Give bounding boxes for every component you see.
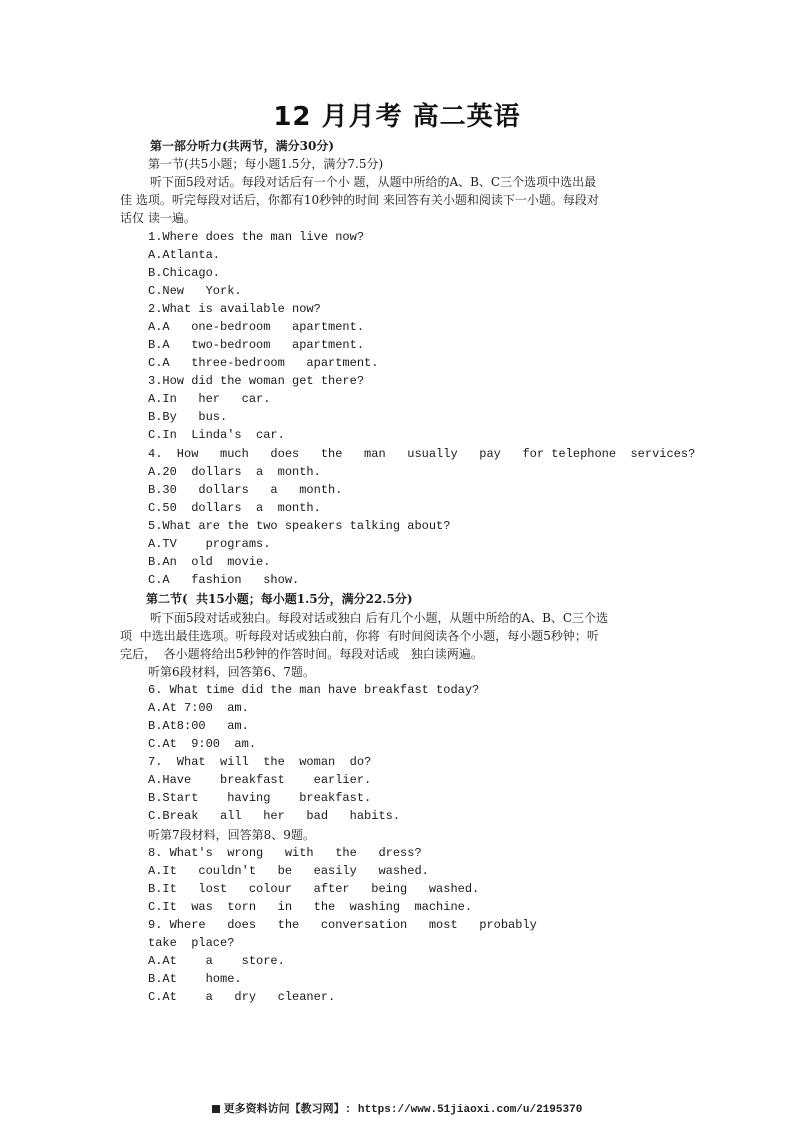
section2-instruction-line1: 听下面5段对话或独白。每段对话或独白 后有几个小题，从题中所给的A、B、C三个选 (150, 611, 609, 625)
material-6-note: 听第6段材料，回答第6、7题。 (148, 665, 315, 679)
option-1b: B.Chicago. (148, 266, 221, 280)
option-2a: A.A one-bedroom apartment. (148, 320, 365, 334)
option-9c: C.At a dry cleaner. (148, 990, 336, 1004)
option-5a: A.TV programs. (148, 537, 271, 551)
option-7a: A.Have breakfast earlier. (148, 773, 372, 787)
material-7-note: 听第7段材料，回答第8、9题。 (148, 828, 315, 842)
option-1c: C.New York. (148, 284, 242, 298)
part1-heading: 第一部分听力(共两节，满分30分) (150, 139, 335, 153)
question-5: 5.What are the two speakers talking about? (148, 519, 451, 533)
page-title: 12 月月考 高二英语 (273, 102, 521, 132)
section1-instruction-line2: 佳 选项。听完每段对话后，你都有10秒钟的时间 来回答有关小题和阅读下一小题。每段对 (120, 193, 599, 207)
option-6c: C.At 9:00 am. (148, 737, 257, 751)
option-6a: A.At 7:00 am. (148, 701, 249, 715)
option-6b: B.At8:00 am. (148, 719, 249, 733)
option-8a: A.It couldn't be easily washed. (148, 864, 429, 878)
section2-instruction-line3: 完后， 各小题将给出5秒钟的作答时间。每段对话或 独白读两遍。 (120, 647, 483, 661)
question-7: 7. What will the woman do? (148, 755, 372, 769)
question-4: 4. How much does the man usually pay for telephone services? (148, 447, 696, 461)
section1-instruction-line1: 听下面5段对话。每段对话后有一个小 题，从题中所给的A、B、C三个选项中选出最 (150, 175, 597, 189)
question-3: 3.How did the woman get there? (148, 374, 365, 388)
option-9a: A.At a store. (148, 954, 285, 968)
option-4c: C.50 dollars a month. (148, 501, 321, 515)
option-2c: C.A three-bedroom apartment. (148, 356, 379, 370)
option-8b: B.It lost colour after being washed. (148, 882, 480, 896)
question-9-continued: take place? (148, 936, 235, 950)
question-1: 1.Where does the man live now? (148, 230, 365, 244)
option-9b: B.At home. (148, 972, 242, 986)
option-3a: A.In her car. (148, 392, 271, 406)
flag-icon (212, 1105, 220, 1113)
option-3c: C.In Linda's car. (148, 428, 285, 442)
option-5c: C.A fashion show. (148, 573, 300, 587)
option-3b: B.By bus. (148, 410, 228, 424)
question-2: 2.What is available now? (148, 302, 321, 316)
option-8c: C.It was torn in the washing machine. (148, 900, 473, 914)
question-9: 9. Where does the conversation most probably (148, 918, 537, 932)
question-8: 8. What's wrong with the dress? (148, 846, 422, 860)
section1-instruction-line3: 话仅 读一遍。 (120, 211, 196, 225)
footer-link[interactable]: 更多资料访问【教习网】: https://www.51jiaoxi.com/u/2195370 (223, 1104, 583, 1116)
option-5b: B.An old movie. (148, 555, 271, 569)
section2-heading: 第二节( 共15小题；每小题1.5分，满分22.5分) (146, 592, 413, 606)
section2-instruction-line2: 项 中选出最佳选项。听每段对话或独白前，你将 有时间阅读各个小题，每小题5秒钟；听 (120, 629, 599, 643)
option-4a: A.20 dollars a month. (148, 465, 321, 479)
option-4b: B.30 dollars a month. (148, 483, 343, 497)
question-6: 6. What time did the man have breakfast today? (148, 683, 480, 697)
option-7c: C.Break all her bad habits. (148, 809, 401, 823)
option-2b: B.A two-bedroom apartment. (148, 338, 365, 352)
section1-heading: 第一节(共5小题；每小题1.5分，满分7.5分) (148, 157, 384, 171)
option-7b: B.Start having breakfast. (148, 791, 372, 805)
option-1a: A.Atlanta. (148, 248, 221, 262)
footer (0, 1100, 794, 1116)
